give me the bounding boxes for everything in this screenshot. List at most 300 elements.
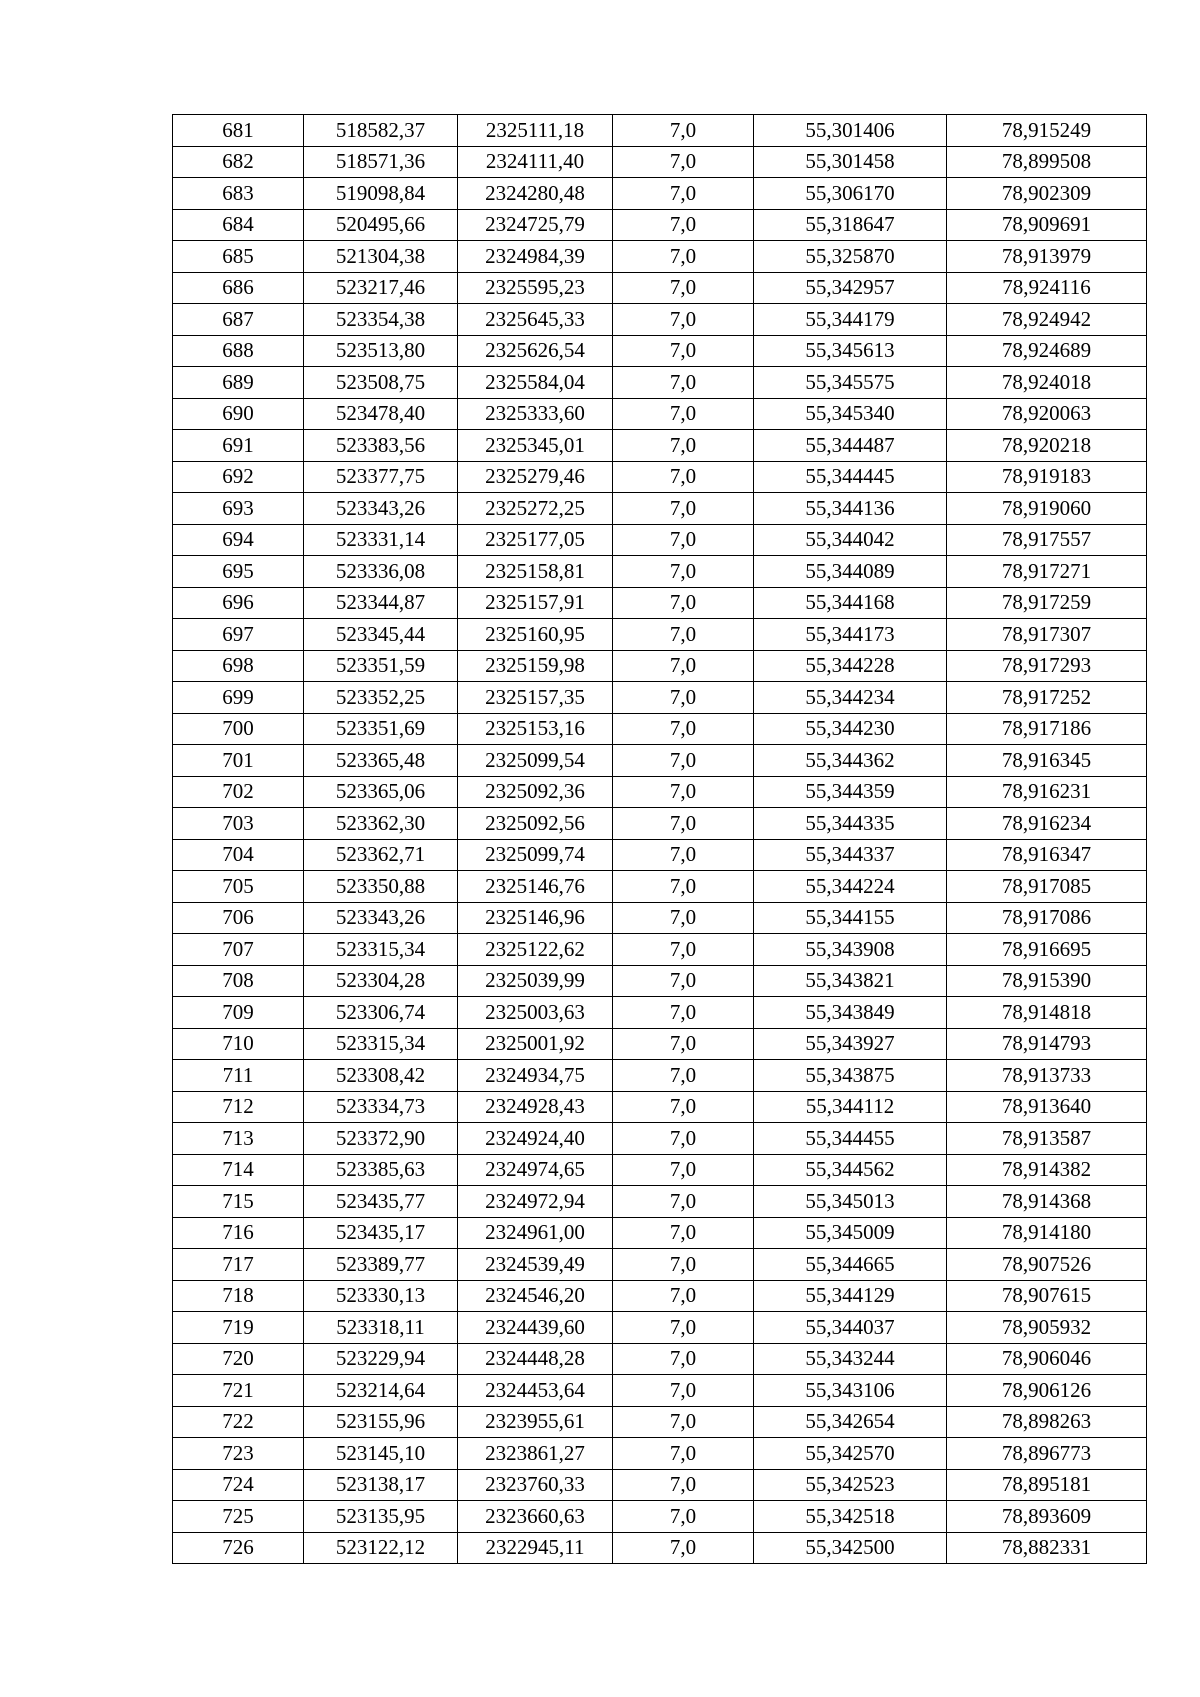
point-number-cell: 709 [173,997,304,1029]
table-row [173,209,1147,241]
longitude-cell: 78,914368 [947,1186,1147,1218]
x-coordinate-cell: 523345,44 [304,619,458,651]
point-number-cell: 688 [173,335,304,367]
value-cell: 7,0 [613,1249,754,1281]
table-row [173,839,1147,871]
x-coordinate-cell: 523135,95 [304,1501,458,1533]
value-cell: 7,0 [613,335,754,367]
latitude-cell: 55,342654 [754,1406,947,1438]
longitude-cell: 78,913979 [947,241,1147,273]
latitude-cell: 55,343849 [754,997,947,1029]
value-cell: 7,0 [613,272,754,304]
x-coordinate-cell: 523351,69 [304,713,458,745]
latitude-cell: 55,344359 [754,776,947,808]
value-cell: 7,0 [613,839,754,871]
longitude-cell: 78,917186 [947,713,1147,745]
longitude-cell: 78,917557 [947,524,1147,556]
point-number-cell: 687 [173,304,304,336]
x-coordinate-cell: 523336,08 [304,556,458,588]
longitude-cell: 78,924116 [947,272,1147,304]
longitude-cell: 78,917293 [947,650,1147,682]
point-number-cell: 720 [173,1343,304,1375]
value-cell: 7,0 [613,430,754,462]
value-cell: 7,0 [613,524,754,556]
point-number-cell: 703 [173,808,304,840]
longitude-cell: 78,898263 [947,1406,1147,1438]
latitude-cell: 55,344562 [754,1154,947,1186]
latitude-cell: 55,344335 [754,808,947,840]
y-coordinate-cell: 2323955,61 [458,1406,613,1438]
x-coordinate-cell: 523138,17 [304,1469,458,1501]
point-number-cell: 686 [173,272,304,304]
point-number-cell: 685 [173,241,304,273]
latitude-cell: 55,344112 [754,1091,947,1123]
longitude-cell: 78,917271 [947,556,1147,588]
longitude-cell: 78,906046 [947,1343,1147,1375]
x-coordinate-cell: 519098,84 [304,178,458,210]
table-row [173,808,1147,840]
point-number-cell: 684 [173,209,304,241]
table-row [173,745,1147,777]
y-coordinate-cell: 2325092,56 [458,808,613,840]
x-coordinate-cell: 523315,34 [304,1028,458,1060]
latitude-cell: 55,325870 [754,241,947,273]
y-coordinate-cell: 2325279,46 [458,461,613,493]
y-coordinate-cell: 2324725,79 [458,209,613,241]
value-cell: 7,0 [613,1312,754,1344]
y-coordinate-cell: 2325272,25 [458,493,613,525]
longitude-cell: 78,917252 [947,682,1147,714]
y-coordinate-cell: 2325146,76 [458,871,613,903]
longitude-cell: 78,916345 [947,745,1147,777]
y-coordinate-cell: 2323760,33 [458,1469,613,1501]
table-row [173,1249,1147,1281]
y-coordinate-cell: 2324972,94 [458,1186,613,1218]
value-cell: 7,0 [613,1154,754,1186]
latitude-cell: 55,344136 [754,493,947,525]
y-coordinate-cell: 2324934,75 [458,1060,613,1092]
x-coordinate-cell: 523372,90 [304,1123,458,1155]
y-coordinate-cell: 2324439,60 [458,1312,613,1344]
coordinates-table-body [173,115,1147,1564]
point-number-cell: 689 [173,367,304,399]
x-coordinate-cell: 523344,87 [304,587,458,619]
y-coordinate-cell: 2325146,96 [458,902,613,934]
y-coordinate-cell: 2325345,01 [458,430,613,462]
point-number-cell: 719 [173,1312,304,1344]
latitude-cell: 55,343908 [754,934,947,966]
value-cell: 7,0 [613,209,754,241]
longitude-cell: 78,920218 [947,430,1147,462]
x-coordinate-cell: 523354,38 [304,304,458,336]
point-number-cell: 725 [173,1501,304,1533]
value-cell: 7,0 [613,241,754,273]
latitude-cell: 55,343821 [754,965,947,997]
table-row [173,556,1147,588]
value-cell: 7,0 [613,461,754,493]
table-row [173,871,1147,903]
point-number-cell: 702 [173,776,304,808]
longitude-cell: 78,919060 [947,493,1147,525]
table-row [173,682,1147,714]
value-cell: 7,0 [613,965,754,997]
y-coordinate-cell: 2325099,74 [458,839,613,871]
y-coordinate-cell: 2324453,64 [458,1375,613,1407]
point-number-cell: 722 [173,1406,304,1438]
x-coordinate-cell: 523365,48 [304,745,458,777]
point-number-cell: 718 [173,1280,304,1312]
longitude-cell: 78,916347 [947,839,1147,871]
table-row [173,146,1147,178]
point-number-cell: 681 [173,115,304,147]
latitude-cell: 55,345013 [754,1186,947,1218]
point-number-cell: 683 [173,178,304,210]
x-coordinate-cell: 523330,13 [304,1280,458,1312]
table-row [173,1186,1147,1218]
x-coordinate-cell: 523315,34 [304,934,458,966]
table-row [173,1028,1147,1060]
longitude-cell: 78,916695 [947,934,1147,966]
y-coordinate-cell: 2325099,54 [458,745,613,777]
latitude-cell: 55,344173 [754,619,947,651]
longitude-cell: 78,906126 [947,1375,1147,1407]
table-row [173,524,1147,556]
y-coordinate-cell: 2325092,36 [458,776,613,808]
coordinates-table [172,114,1147,1564]
longitude-cell: 78,907615 [947,1280,1147,1312]
table-row [173,1501,1147,1533]
y-coordinate-cell: 2324448,28 [458,1343,613,1375]
x-coordinate-cell: 523334,73 [304,1091,458,1123]
value-cell: 7,0 [613,1186,754,1218]
point-number-cell: 707 [173,934,304,966]
table-row [173,776,1147,808]
point-number-cell: 717 [173,1249,304,1281]
latitude-cell: 55,344168 [754,587,947,619]
point-number-cell: 695 [173,556,304,588]
longitude-cell: 78,902309 [947,178,1147,210]
y-coordinate-cell: 2325039,99 [458,965,613,997]
point-number-cell: 694 [173,524,304,556]
y-coordinate-cell: 2323660,63 [458,1501,613,1533]
latitude-cell: 55,344155 [754,902,947,934]
table-row [173,1343,1147,1375]
y-coordinate-cell: 2325626,54 [458,335,613,367]
value-cell: 7,0 [613,493,754,525]
longitude-cell: 78,913640 [947,1091,1147,1123]
point-number-cell: 713 [173,1123,304,1155]
value-cell: 7,0 [613,1469,754,1501]
point-number-cell: 700 [173,713,304,745]
longitude-cell: 78,905932 [947,1312,1147,1344]
latitude-cell: 55,345340 [754,398,947,430]
x-coordinate-cell: 523385,63 [304,1154,458,1186]
x-coordinate-cell: 523217,46 [304,272,458,304]
latitude-cell: 55,345575 [754,367,947,399]
value-cell: 7,0 [613,367,754,399]
value-cell: 7,0 [613,1343,754,1375]
x-coordinate-cell: 523145,10 [304,1438,458,1470]
latitude-cell: 55,342523 [754,1469,947,1501]
latitude-cell: 55,342500 [754,1532,947,1564]
point-number-cell: 708 [173,965,304,997]
x-coordinate-cell: 523155,96 [304,1406,458,1438]
point-number-cell: 705 [173,871,304,903]
x-coordinate-cell: 523350,88 [304,871,458,903]
x-coordinate-cell: 523343,26 [304,902,458,934]
x-coordinate-cell: 523308,42 [304,1060,458,1092]
y-coordinate-cell: 2325645,33 [458,304,613,336]
table-row [173,619,1147,651]
point-number-cell: 699 [173,682,304,714]
longitude-cell: 78,893609 [947,1501,1147,1533]
latitude-cell: 55,344445 [754,461,947,493]
longitude-cell: 78,914818 [947,997,1147,1029]
latitude-cell: 55,344089 [754,556,947,588]
point-number-cell: 710 [173,1028,304,1060]
value-cell: 7,0 [613,650,754,682]
x-coordinate-cell: 523214,64 [304,1375,458,1407]
table-row [173,367,1147,399]
y-coordinate-cell: 2324546,20 [458,1280,613,1312]
table-row [173,1438,1147,1470]
table-row [173,430,1147,462]
value-cell: 7,0 [613,1217,754,1249]
table-row [173,241,1147,273]
longitude-cell: 78,913733 [947,1060,1147,1092]
value-cell: 7,0 [613,776,754,808]
x-coordinate-cell: 523377,75 [304,461,458,493]
point-number-cell: 714 [173,1154,304,1186]
x-coordinate-cell: 523351,59 [304,650,458,682]
longitude-cell: 78,917085 [947,871,1147,903]
value-cell: 7,0 [613,1501,754,1533]
point-number-cell: 721 [173,1375,304,1407]
x-coordinate-cell: 518582,37 [304,115,458,147]
value-cell: 7,0 [613,745,754,777]
longitude-cell: 78,907526 [947,1249,1147,1281]
longitude-cell: 78,919183 [947,461,1147,493]
longitude-cell: 78,924689 [947,335,1147,367]
table-row [173,1532,1147,1564]
point-number-cell: 698 [173,650,304,682]
table-row [173,1217,1147,1249]
latitude-cell: 55,344234 [754,682,947,714]
latitude-cell: 55,344228 [754,650,947,682]
latitude-cell: 55,301458 [754,146,947,178]
value-cell: 7,0 [613,808,754,840]
value-cell: 7,0 [613,1532,754,1564]
point-number-cell: 716 [173,1217,304,1249]
table-row [173,493,1147,525]
table-row [173,587,1147,619]
y-coordinate-cell: 2325595,23 [458,272,613,304]
value-cell: 7,0 [613,997,754,1029]
latitude-cell: 55,342957 [754,272,947,304]
longitude-cell: 78,916231 [947,776,1147,808]
table-row [173,398,1147,430]
latitude-cell: 55,343244 [754,1343,947,1375]
value-cell: 7,0 [613,1438,754,1470]
latitude-cell: 55,344455 [754,1123,947,1155]
longitude-cell: 78,924942 [947,304,1147,336]
latitude-cell: 55,344224 [754,871,947,903]
latitude-cell: 55,343875 [754,1060,947,1092]
latitude-cell: 55,344129 [754,1280,947,1312]
latitude-cell: 55,344487 [754,430,947,462]
point-number-cell: 691 [173,430,304,462]
table-row [173,1406,1147,1438]
latitude-cell: 55,342518 [754,1501,947,1533]
latitude-cell: 55,301406 [754,115,947,147]
point-number-cell: 690 [173,398,304,430]
table-row [173,1312,1147,1344]
value-cell: 7,0 [613,398,754,430]
longitude-cell: 78,895181 [947,1469,1147,1501]
table-row [173,272,1147,304]
y-coordinate-cell: 2324961,00 [458,1217,613,1249]
y-coordinate-cell: 2325158,81 [458,556,613,588]
y-coordinate-cell: 2324280,48 [458,178,613,210]
latitude-cell: 55,344179 [754,304,947,336]
x-coordinate-cell: 523389,77 [304,1249,458,1281]
y-coordinate-cell: 2325157,91 [458,587,613,619]
table-row [173,1060,1147,1092]
x-coordinate-cell: 523478,40 [304,398,458,430]
latitude-cell: 55,343927 [754,1028,947,1060]
x-coordinate-cell: 523229,94 [304,1343,458,1375]
table-row [173,713,1147,745]
longitude-cell: 78,915249 [947,115,1147,147]
table-row [173,1154,1147,1186]
latitude-cell: 55,345009 [754,1217,947,1249]
x-coordinate-cell: 523435,17 [304,1217,458,1249]
y-coordinate-cell: 2325111,18 [458,115,613,147]
y-coordinate-cell: 2324111,40 [458,146,613,178]
value-cell: 7,0 [613,178,754,210]
x-coordinate-cell: 523304,28 [304,965,458,997]
table-row [173,1469,1147,1501]
point-number-cell: 692 [173,461,304,493]
latitude-cell: 55,344665 [754,1249,947,1281]
x-coordinate-cell: 518571,36 [304,146,458,178]
y-coordinate-cell: 2325333,60 [458,398,613,430]
longitude-cell: 78,899508 [947,146,1147,178]
x-coordinate-cell: 523362,71 [304,839,458,871]
longitude-cell: 78,882331 [947,1532,1147,1564]
x-coordinate-cell: 523306,74 [304,997,458,1029]
table-row [173,997,1147,1029]
y-coordinate-cell: 2325177,05 [458,524,613,556]
value-cell: 7,0 [613,556,754,588]
latitude-cell: 55,345613 [754,335,947,367]
longitude-cell: 78,917259 [947,587,1147,619]
y-coordinate-cell: 2325001,92 [458,1028,613,1060]
y-coordinate-cell: 2325160,95 [458,619,613,651]
x-coordinate-cell: 523331,14 [304,524,458,556]
x-coordinate-cell: 523513,80 [304,335,458,367]
x-coordinate-cell: 523362,30 [304,808,458,840]
y-coordinate-cell: 2324974,65 [458,1154,613,1186]
point-number-cell: 726 [173,1532,304,1564]
x-coordinate-cell: 523122,12 [304,1532,458,1564]
y-coordinate-cell: 2324924,40 [458,1123,613,1155]
value-cell: 7,0 [613,115,754,147]
latitude-cell: 55,344037 [754,1312,947,1344]
latitude-cell: 55,344230 [754,713,947,745]
x-coordinate-cell: 523383,56 [304,430,458,462]
x-coordinate-cell: 523435,77 [304,1186,458,1218]
longitude-cell: 78,916234 [947,808,1147,840]
point-number-cell: 697 [173,619,304,651]
value-cell: 7,0 [613,146,754,178]
value-cell: 7,0 [613,934,754,966]
y-coordinate-cell: 2325159,98 [458,650,613,682]
point-number-cell: 704 [173,839,304,871]
longitude-cell: 78,913587 [947,1123,1147,1155]
table-row [173,934,1147,966]
latitude-cell: 55,342570 [754,1438,947,1470]
table-row [173,650,1147,682]
x-coordinate-cell: 523318,11 [304,1312,458,1344]
longitude-cell: 78,917307 [947,619,1147,651]
point-number-cell: 711 [173,1060,304,1092]
y-coordinate-cell: 2325122,62 [458,934,613,966]
latitude-cell: 55,318647 [754,209,947,241]
y-coordinate-cell: 2324928,43 [458,1091,613,1123]
value-cell: 7,0 [613,902,754,934]
longitude-cell: 78,896773 [947,1438,1147,1470]
y-coordinate-cell: 2323861,27 [458,1438,613,1470]
x-coordinate-cell: 520495,66 [304,209,458,241]
x-coordinate-cell: 523508,75 [304,367,458,399]
value-cell: 7,0 [613,871,754,903]
value-cell: 7,0 [613,304,754,336]
table-row [173,461,1147,493]
longitude-cell: 78,914180 [947,1217,1147,1249]
latitude-cell: 55,344042 [754,524,947,556]
value-cell: 7,0 [613,619,754,651]
point-number-cell: 715 [173,1186,304,1218]
latitude-cell: 55,306170 [754,178,947,210]
longitude-cell: 78,909691 [947,209,1147,241]
value-cell: 7,0 [613,1123,754,1155]
table-row [173,1123,1147,1155]
x-coordinate-cell: 523365,06 [304,776,458,808]
x-coordinate-cell: 523352,25 [304,682,458,714]
table-row [173,1375,1147,1407]
table-row [173,335,1147,367]
latitude-cell: 55,344362 [754,745,947,777]
table-row [173,1280,1147,1312]
x-coordinate-cell: 523343,26 [304,493,458,525]
longitude-cell: 78,915390 [947,965,1147,997]
point-number-cell: 693 [173,493,304,525]
value-cell: 7,0 [613,713,754,745]
value-cell: 7,0 [613,1375,754,1407]
value-cell: 7,0 [613,1406,754,1438]
value-cell: 7,0 [613,1028,754,1060]
y-coordinate-cell: 2325157,35 [458,682,613,714]
point-number-cell: 712 [173,1091,304,1123]
value-cell: 7,0 [613,1060,754,1092]
y-coordinate-cell: 2324984,39 [458,241,613,273]
table-row [173,304,1147,336]
latitude-cell: 55,344337 [754,839,947,871]
value-cell: 7,0 [613,587,754,619]
point-number-cell: 724 [173,1469,304,1501]
table-row [173,965,1147,997]
